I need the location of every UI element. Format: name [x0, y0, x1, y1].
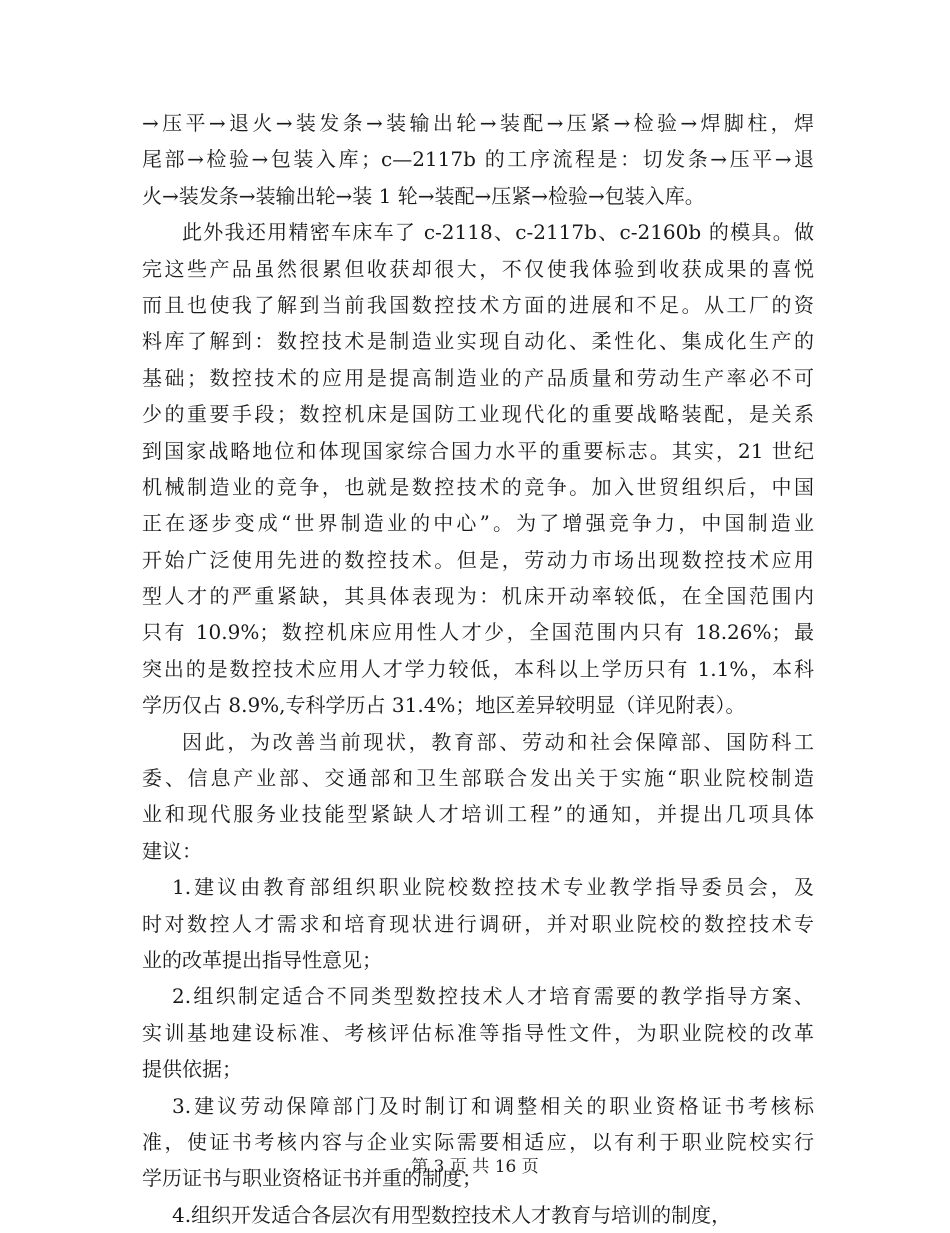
paragraph-start-line: 因此，为改善当前现状，教育部、劳动和社会保障部、国防科工: [182, 729, 814, 754]
text-line: 火→装发条→装输出轮→装 1 轮→装配→压紧→检验→包装入库。: [142, 183, 705, 208]
list-item-start-line: 4.组织开发适合各层次有用型数控技术人才教育与培训的制度，: [172, 1202, 732, 1227]
list-item-start-line: 1.建议由教育部组织职业院校数控技术专业教学指导委员会，及: [172, 875, 814, 900]
text-line: 学历仅占 8.9%,专科学历占 31.4%；地区差异较明显（详见附表）。: [142, 693, 746, 718]
text-line: 开始广泛使用先进的数控技术。但是，劳动力市场出现数控技术应用: [142, 547, 814, 572]
text-line: 委、信息产业部、交通部和卫生部联合发出关于实施“职业院校制造: [142, 766, 814, 791]
document-body: [142, 105, 814, 1233]
text-line: 实训基地建设标准、考核评估标准等指导性文件，为职业院校的改革: [142, 1020, 814, 1045]
text-line: 只有 10.9%；数控机床应用性人才少，全国范围内只有 18.26%；最: [142, 620, 814, 645]
text-line: 突出的是数控技术应用人才学力较低，本科以上学历只有 1.1%，本科: [142, 656, 814, 681]
text-line: 正在逐步变成“世界制造业的中心”。为了增强竞争力，中国制造业: [142, 511, 814, 536]
text-line: 提供依据；: [142, 1057, 242, 1082]
list-item-start-line: 3.建议劳动保障部门及时制订和调整相关的职业资格证书考核标: [172, 1093, 814, 1118]
text-line: 基础；数控技术的应用是提高制造业的产品质量和劳动生产率必不可: [142, 365, 814, 390]
text-line: 业的改革提出指导性意见；: [142, 947, 382, 972]
text-line: 机械制造业的竞争，也就是数控技术的竞争。加入世贸组织后，中国: [142, 474, 814, 499]
text-line: 完这些产品虽然很累但收获却很大，不仅使我体验到收获成果的喜悦: [142, 256, 814, 281]
text-line: 建议：: [142, 838, 202, 863]
text-line: 型人才的严重紧缺，其具体表现为：机床开动率较低，在全国范围内: [142, 584, 814, 609]
page-number-footer: 第 3 页 共 16 页: [411, 1157, 539, 1177]
text-line: 学历证书与职业资格证书并重的制度；: [142, 1166, 482, 1191]
list-item-start-line: 2.组织制定适合不同类型数控技术人才培育需要的教学指导方案、: [172, 984, 814, 1009]
text-line: 料库了解到：数控技术是制造业实现自动化、柔性化、集成化生产的: [142, 329, 814, 354]
text-line: 到国家战略地位和体现国家综合国力水平的重要标志。其实，21 世纪: [142, 438, 814, 463]
text-line: →压平→退火→装发条→装输出轮→装配→压紧→检验→焊脚柱，焊: [142, 111, 814, 135]
text-line: 时对数控人才需求和培育现状进行调研，并对职业院校的数控技术专: [142, 911, 814, 936]
text-line: 业和现代服务业技能型紧缺人才培训工程”的通知，并提出几项具体: [142, 802, 814, 827]
text-line: 少的重要手段；数控机床是国防工业现代化的重要战略装配，是关系: [142, 402, 814, 427]
text-line: 尾部→检验→包装入库；c—2117b 的工序流程是：切发条→压平→退: [142, 147, 814, 172]
paragraph-start-line: 此外我还用精密车床车了 c-2118、c-2117b、c-2160b 的模具。做: [182, 220, 814, 245]
text-line: 准，使证书考核内容与企业实际需要相适应，以有利于职业院校实行: [142, 1129, 814, 1154]
text-line: 而且也使我了解到当前我国数控技术方面的进展和不足。从工厂的资: [142, 292, 814, 317]
